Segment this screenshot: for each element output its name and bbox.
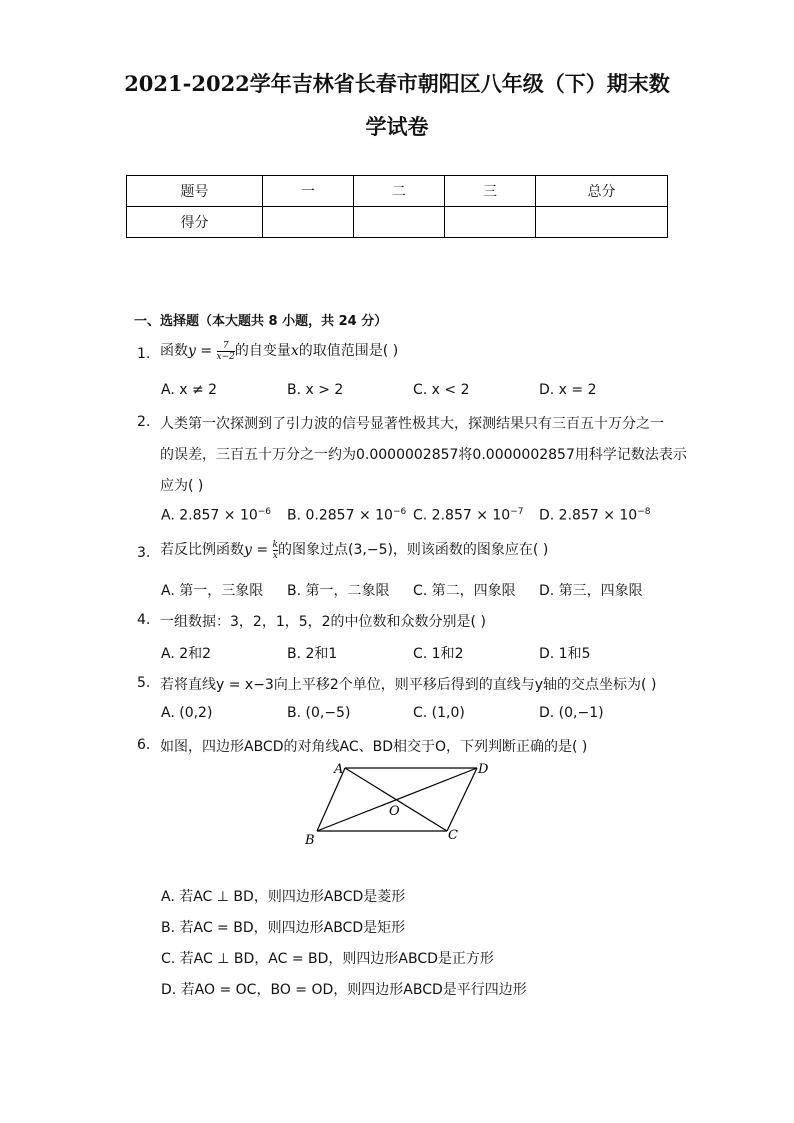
question-2-line2: 的误差，三百五十万分之一约为0.0000002857将0.0000002857用科学记数法表示 <box>160 447 687 463</box>
q2-option-c <box>413 507 523 524</box>
score-cell <box>445 207 536 238</box>
score-header-cell: 二 <box>354 176 445 207</box>
q2-c-exp: −7 <box>510 507 524 517</box>
question-3-stem <box>160 539 548 561</box>
center-label-o: O <box>389 804 400 819</box>
q3-option-b: B. 第一，二象限 <box>287 583 390 599</box>
q2-option-b <box>287 507 406 524</box>
q5-option-c: C. (1,0) <box>413 705 465 721</box>
q6-option-d: D. 若AO = OC，BO = OD，则四边形ABCD是平行四边形 <box>161 982 527 998</box>
question-number: 4. <box>137 612 151 628</box>
q6-option-a: A. 若AC ⊥ BD，则四边形ABCD是菱形 <box>161 889 406 905</box>
q3-option-c: C. 第二，四象限 <box>413 583 516 599</box>
score-table-header-row <box>127 176 668 207</box>
q3-y: y = <box>244 542 269 558</box>
score-header-cell: 三 <box>445 176 536 207</box>
q1-frac-num: 7 <box>222 340 229 351</box>
q5-option-a: A. (0,2) <box>161 705 213 721</box>
question-5-stem: 若将直线y = x−3向上平移2个单位，则平移后得到的直线与y轴的交点坐标为( ) <box>160 677 657 693</box>
q1-fraction <box>217 341 235 362</box>
q1-option-d: D. x = 2 <box>539 382 597 398</box>
score-header-cell: 一 <box>263 176 354 207</box>
question-number: 5. <box>137 675 151 691</box>
parallelogram-figure <box>295 755 495 850</box>
question-number: 3. <box>137 545 151 561</box>
score-header-cell: 总分 <box>536 176 668 207</box>
q1-option-a: A. x ≠ 2 <box>161 382 218 398</box>
q3-post: 的图象过点(3,−5)，则该函数的图象应在( ) <box>278 542 549 558</box>
question-6-stem: 如图，四边形ABCD的对角线AC、BD相交于O，下列判断正确的是( ) <box>160 739 588 755</box>
page-title-line1: 2021-2022学年吉林省长春市朝阳区八年级（下）期末数 <box>124 71 670 96</box>
q3-option-d: D. 第三，四象限 <box>539 583 643 599</box>
q1-option-c: C. x < 2 <box>413 382 470 398</box>
question-4-stem: 一组数据：3，2，1，5，2的中位数和众数分别是( ) <box>160 614 486 630</box>
q1-y: y = <box>188 343 213 359</box>
q2-b-exp: −6 <box>392 507 407 517</box>
question-number: 2. <box>137 414 151 430</box>
vertex-label-b: B <box>305 833 315 848</box>
vertex-label-c: C <box>448 828 458 843</box>
question-2-line1: 人类第一次探测到了引力波的信号显著性极其大，探测结果只有三百五十万分之一 <box>160 416 664 432</box>
score-cell <box>263 207 354 238</box>
vertex-label-d: D <box>478 762 489 777</box>
score-row-label: 得分 <box>127 207 263 238</box>
q2-d-label: D. 2.857 × 10 <box>539 507 638 524</box>
q2-b-label: B. 0.2857 × 10 <box>287 507 393 524</box>
q5-option-d: D. (0,−1) <box>539 705 604 721</box>
q2-option-a <box>161 507 271 524</box>
score-header-cell: 题号 <box>127 176 263 207</box>
score-table <box>126 175 668 238</box>
q2-a-exp: −6 <box>257 507 272 517</box>
q6-option-b: B. 若AC = BD，则四边形ABCD是矩形 <box>161 920 406 936</box>
q3-frac-num: k <box>272 539 279 550</box>
q4-option-b: B. 2和1 <box>287 646 338 662</box>
question-1-stem <box>160 340 398 362</box>
q3-pre: 若反比例函数 <box>160 542 244 558</box>
q1-option-b: B. x > 2 <box>287 382 344 398</box>
q5-option-b: B. (0,−5) <box>287 705 351 721</box>
section-heading: 一、选择题（本大题共 8 小题，共 24 分） <box>134 314 388 329</box>
q2-c-label: C. 2.857 × 10 <box>413 507 511 524</box>
vertex-label-a: A <box>334 762 344 777</box>
q3-frac-den: x <box>272 550 278 561</box>
question-number: 6. <box>137 737 151 753</box>
score-table-row <box>127 207 668 238</box>
q2-a-label: A. 2.857 × 10 <box>161 507 258 524</box>
score-cell <box>354 207 445 238</box>
q1-x: x <box>290 343 299 359</box>
q4-option-c: C. 1和2 <box>413 646 464 662</box>
q4-option-d: D. 1和5 <box>539 646 591 662</box>
q2-d-exp: −8 <box>637 507 651 517</box>
q2-option-d <box>539 507 651 524</box>
q1-mid: 的自变量 <box>234 343 291 359</box>
q1-post: 的取值范围是( ) <box>298 343 399 359</box>
q6-option-c: C. 若AC ⊥ BD，AC = BD，则四边形ABCD是正方形 <box>161 951 494 967</box>
q3-option-a: A. 第一，三象限 <box>161 583 264 599</box>
q1-pre: 函数 <box>160 343 188 359</box>
q4-option-a: A. 2和2 <box>161 646 212 662</box>
score-cell <box>536 207 668 238</box>
question-number: 1. <box>137 346 151 362</box>
page-title-line2: 学试卷 <box>365 114 429 139</box>
question-2-line3: 应为( ) <box>160 478 204 494</box>
q1-frac-den: x−2 <box>216 351 235 362</box>
